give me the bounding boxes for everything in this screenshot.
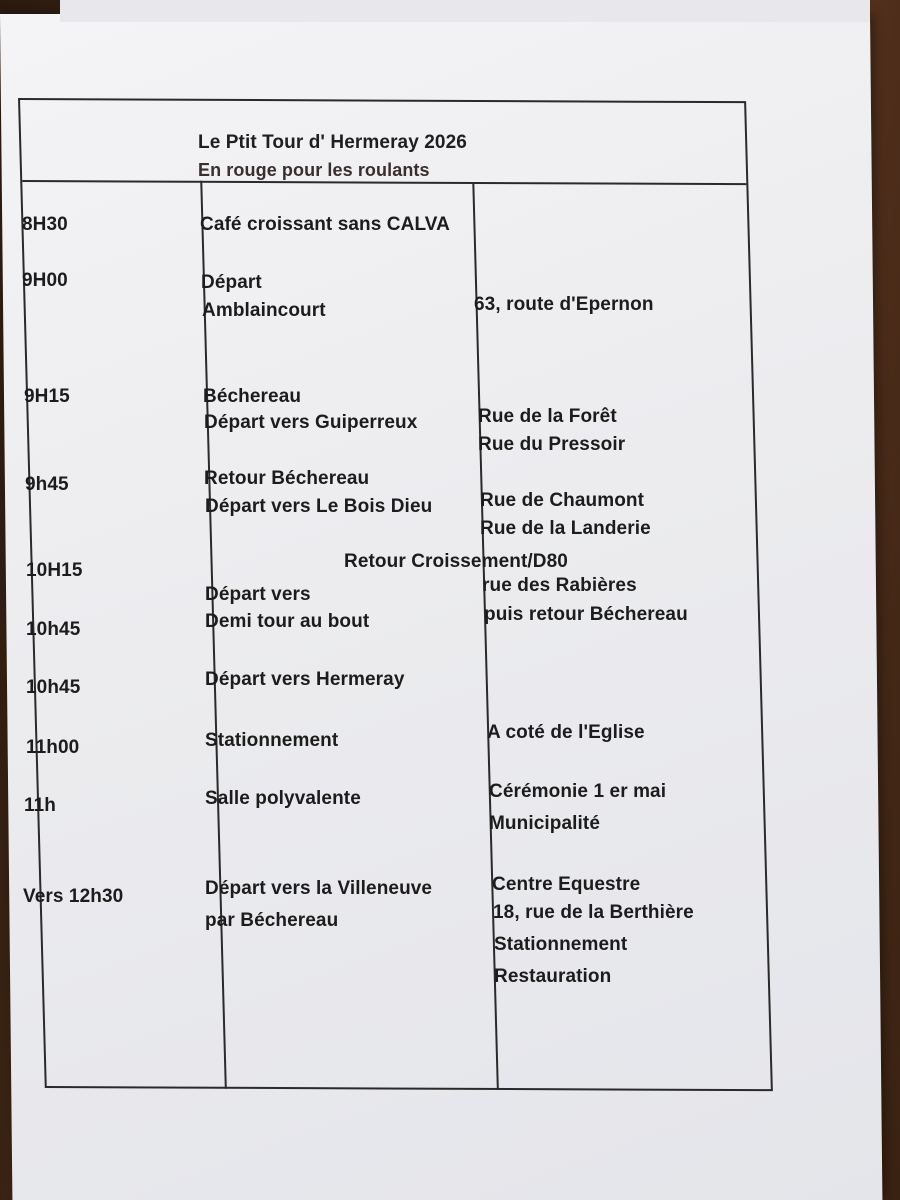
time-cell: 10h45 [26, 619, 81, 640]
activity-cell: par Béchereau [205, 910, 339, 931]
location-cell: Cérémonie 1 er mai [489, 781, 667, 802]
activity-cell: Béchereau [203, 386, 302, 407]
page-subtitle: En rouge pour les roulants [198, 160, 430, 180]
activity-cell: Café croissant sans CALVA [200, 214, 450, 235]
activity-cell: Amblaincourt [202, 300, 326, 321]
location-cell: 63, route d'Epernon [474, 294, 654, 315]
activity-cell: Départ vers Le Bois Dieu [205, 496, 433, 517]
location-cell: Rue de la Forêt [478, 406, 617, 427]
activity-cell: Départ vers Guiperreux [204, 412, 418, 433]
location-cell: Rue de la Landerie [480, 518, 651, 539]
time-cell: Vers 12h30 [23, 886, 124, 907]
activity-cell: Stationnement [205, 730, 339, 751]
time-cell: 11h [24, 795, 56, 816]
activity-cell: Départ [201, 272, 262, 293]
activity-cell: Départ vers [205, 584, 311, 605]
activity-cell: Demi tour au bout [205, 611, 370, 632]
location-cell: Restauration [494, 966, 612, 987]
time-cell: 9H00 [22, 270, 68, 291]
location-cell: 18, rue de la Berthière [493, 902, 694, 923]
location-cell: puis retour Béchereau [484, 604, 688, 625]
time-cell: 10h45 [26, 677, 81, 698]
page-title: Le Ptit Tour d' Hermeray 2026 [198, 132, 467, 153]
time-cell: 11h00 [26, 737, 80, 758]
location-cell: Stationnement [494, 934, 628, 955]
location-cell: Centre Equestre [492, 874, 641, 895]
time-cell: 10H15 [26, 560, 83, 581]
location-cell: A coté de l'Eglise [487, 722, 645, 743]
time-cell: 9h45 [25, 474, 69, 495]
location-cell: Municipalité [489, 813, 600, 834]
paper-top-edge [60, 0, 870, 22]
schedule-table [18, 98, 773, 1091]
banner-cell: Retour Croissement/D80 [344, 551, 568, 572]
location-cell: Rue de Chaumont [480, 490, 645, 511]
activity-cell: Départ vers Hermeray [205, 669, 405, 690]
time-cell: 8H30 [22, 214, 68, 235]
activity-cell: Salle polyvalente [205, 788, 361, 809]
time-cell: 9H15 [24, 386, 70, 407]
activity-cell: Retour Béchereau [204, 468, 370, 489]
location-cell: rue des Rabières [482, 575, 637, 596]
location-cell: Rue du Pressoir [478, 434, 626, 455]
activity-cell: Départ vers la Villeneuve [205, 878, 433, 899]
